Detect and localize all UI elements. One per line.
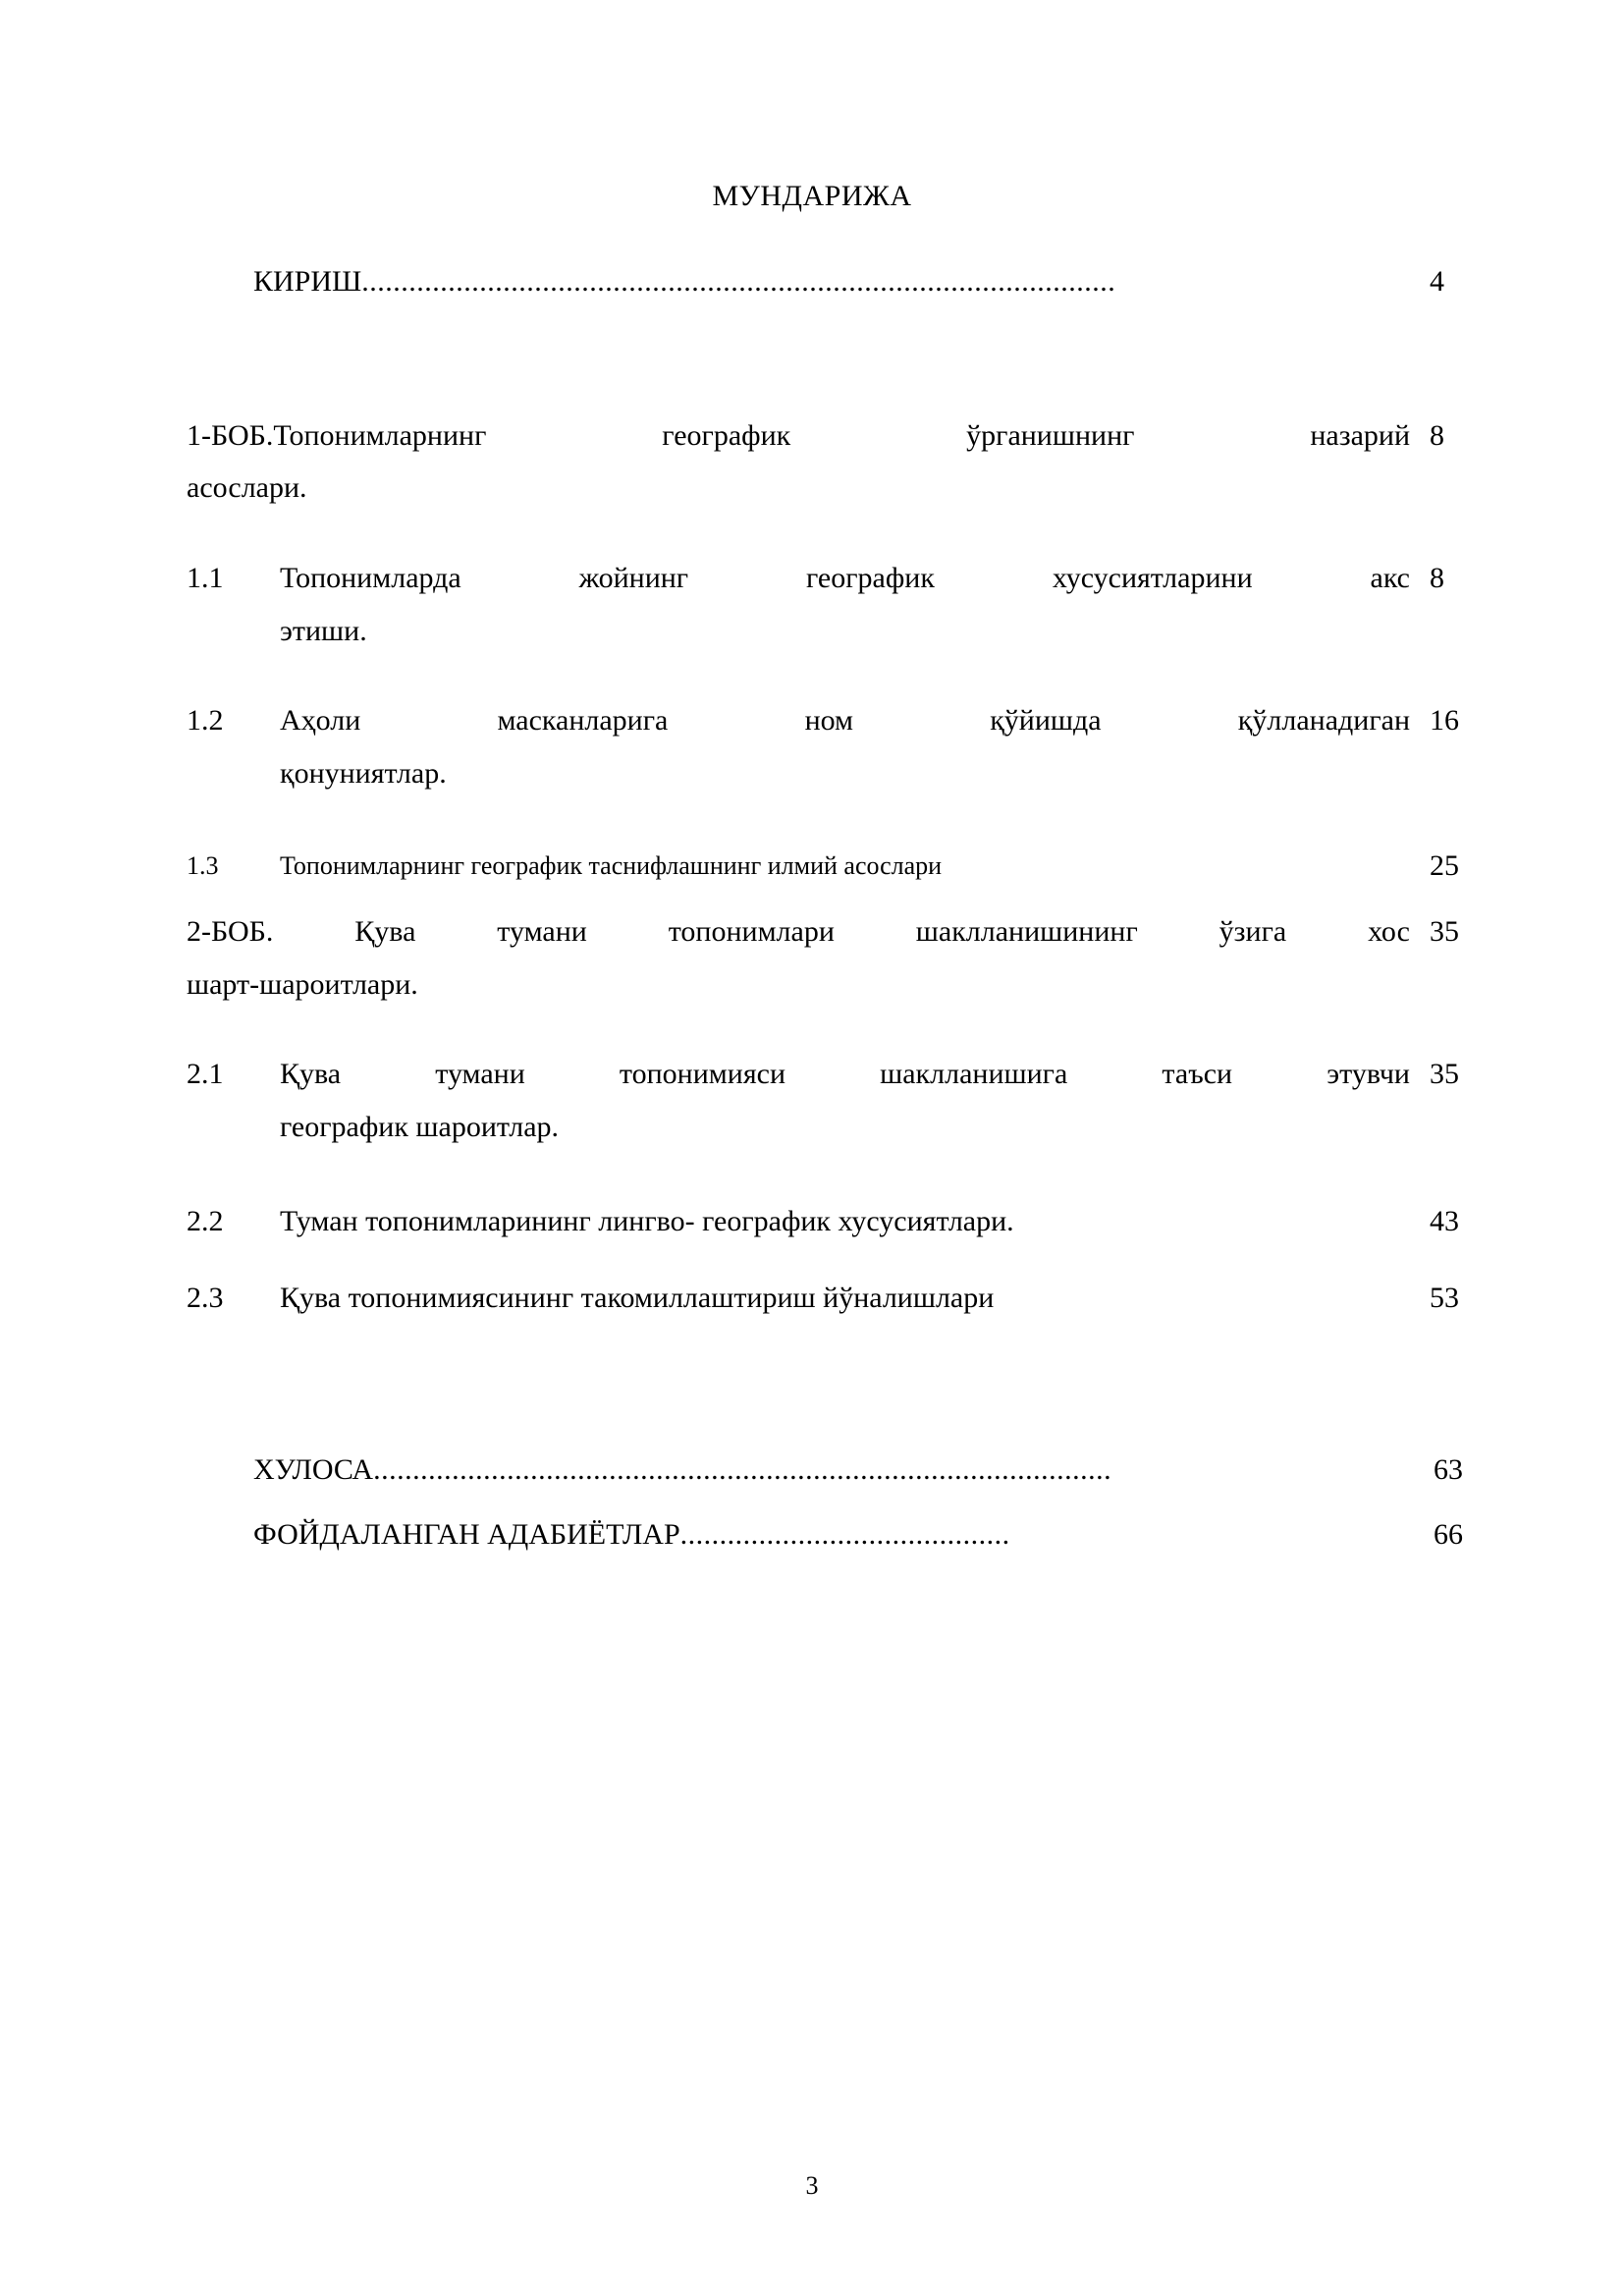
toc-entry-chapter-2-title: 2-БОБ. Қува тумани топонимлари шаклланишининг ўзига хос [187, 915, 1410, 948]
toc-entry-2-2-title: Туман топонимларининг лингво- географик хусусиятлари. [280, 1205, 1014, 1237]
toc-entry-kirish[interactable] [253, 267, 1444, 297]
toc-entry-adabiyotlar-label: ФОЙДАЛАНГАН АДАБИЁТЛАР [253, 1518, 680, 1551]
toc-entry-2-3-page: 53 [1430, 1282, 1459, 1314]
toc-entry-chapter-1[interactable] [187, 403, 1532, 469]
toc-entry-kirish-page: 4 [1430, 265, 1444, 298]
toc-entry-1-2[interactable] [187, 687, 1532, 754]
toc-entry-1-2-title-line2: қонуниятлар. [280, 757, 447, 790]
toc-entry-adabiyotlar[interactable] [253, 1520, 1463, 1550]
toc-entry-1-3-title: Топонимларнинг географик таснифлашнинг илмий асослари [280, 851, 943, 880]
dot-leader: ................................................................................................ [361, 267, 1116, 297]
toc-entry-1-2-title: Аҳоли масканларига ном қўйишда қўлланадиган [280, 704, 1410, 737]
toc-entry-2-1-title-line2: географик шароитлар. [280, 1111, 560, 1143]
toc-entry-2-2-page: 43 [1430, 1205, 1459, 1237]
toc-entry-2-1[interactable] [187, 1041, 1532, 1108]
toc-entry-xulosa-page: 63 [1434, 1453, 1463, 1486]
toc-entry-chapter-1-page: 8 [1430, 419, 1444, 452]
toc-entry-1-1-number: 1.1 [187, 562, 224, 594]
toc-entry-2-1-number: 2.1 [187, 1058, 224, 1090]
toc-entry-1-1-page: 8 [1430, 562, 1444, 594]
toc-entry-xulosa-label: ХУЛОСА [253, 1453, 374, 1486]
toc-entry-adabiyotlar-page: 66 [1434, 1518, 1463, 1551]
toc-entry-2-1-page: 35 [1430, 1058, 1459, 1090]
toc-entry-chapter-2-page: 35 [1430, 915, 1459, 948]
toc-entry-chapter-1-title-line2: асослари. [187, 471, 307, 504]
toc-entry-1-2-number: 1.2 [187, 704, 224, 737]
toc-entry-1-2-page: 16 [1430, 704, 1459, 737]
toc-entry-2-3-number: 2.3 [187, 1282, 224, 1314]
toc-entry-2-1-title: Қува тумани топонимияси шаклланишига таъси этувчи [280, 1058, 1410, 1090]
toc-entry-chapter-2-title-line2: шарт-шароитлари. [187, 968, 418, 1001]
dot-leader: .......................................... [679, 1520, 1010, 1550]
toc-entry-2-3-title: Қува топонимиясининг такомиллаштириш йўналишлари [280, 1282, 995, 1314]
toc-entry-1-1[interactable] [187, 545, 1532, 612]
toc-entry-2-3[interactable] [187, 1265, 1532, 1332]
toc-entry-kirish-label: КИРИШ [253, 265, 362, 298]
toc-entry-1-3-page: 25 [1430, 849, 1459, 882]
toc-entry-1-3[interactable] [187, 833, 1532, 900]
toc-entry-xulosa[interactable] [253, 1455, 1463, 1485]
toc-entry-chapter-2[interactable] [187, 899, 1532, 965]
page-title: МУНДАРИЖА [712, 180, 912, 212]
toc-entry-2-2[interactable] [187, 1188, 1532, 1255]
toc-entry-1-1-title: Топонимларда жойнинг географик хусусиятларини акс [280, 562, 1410, 594]
dot-leader: .............................................................................................. [373, 1455, 1112, 1485]
toc-entry-1-1-title-line2: этиши. [280, 615, 367, 647]
toc-entry-2-2-number: 2.2 [187, 1205, 224, 1237]
toc-entry-chapter-1-title: 1-БОБ.Топонимларнинг географик ўрганишнинг назарий [187, 419, 1410, 452]
toc-entry-1-3-number: 1.3 [187, 851, 219, 880]
page-folio: 3 [805, 2171, 819, 2200]
